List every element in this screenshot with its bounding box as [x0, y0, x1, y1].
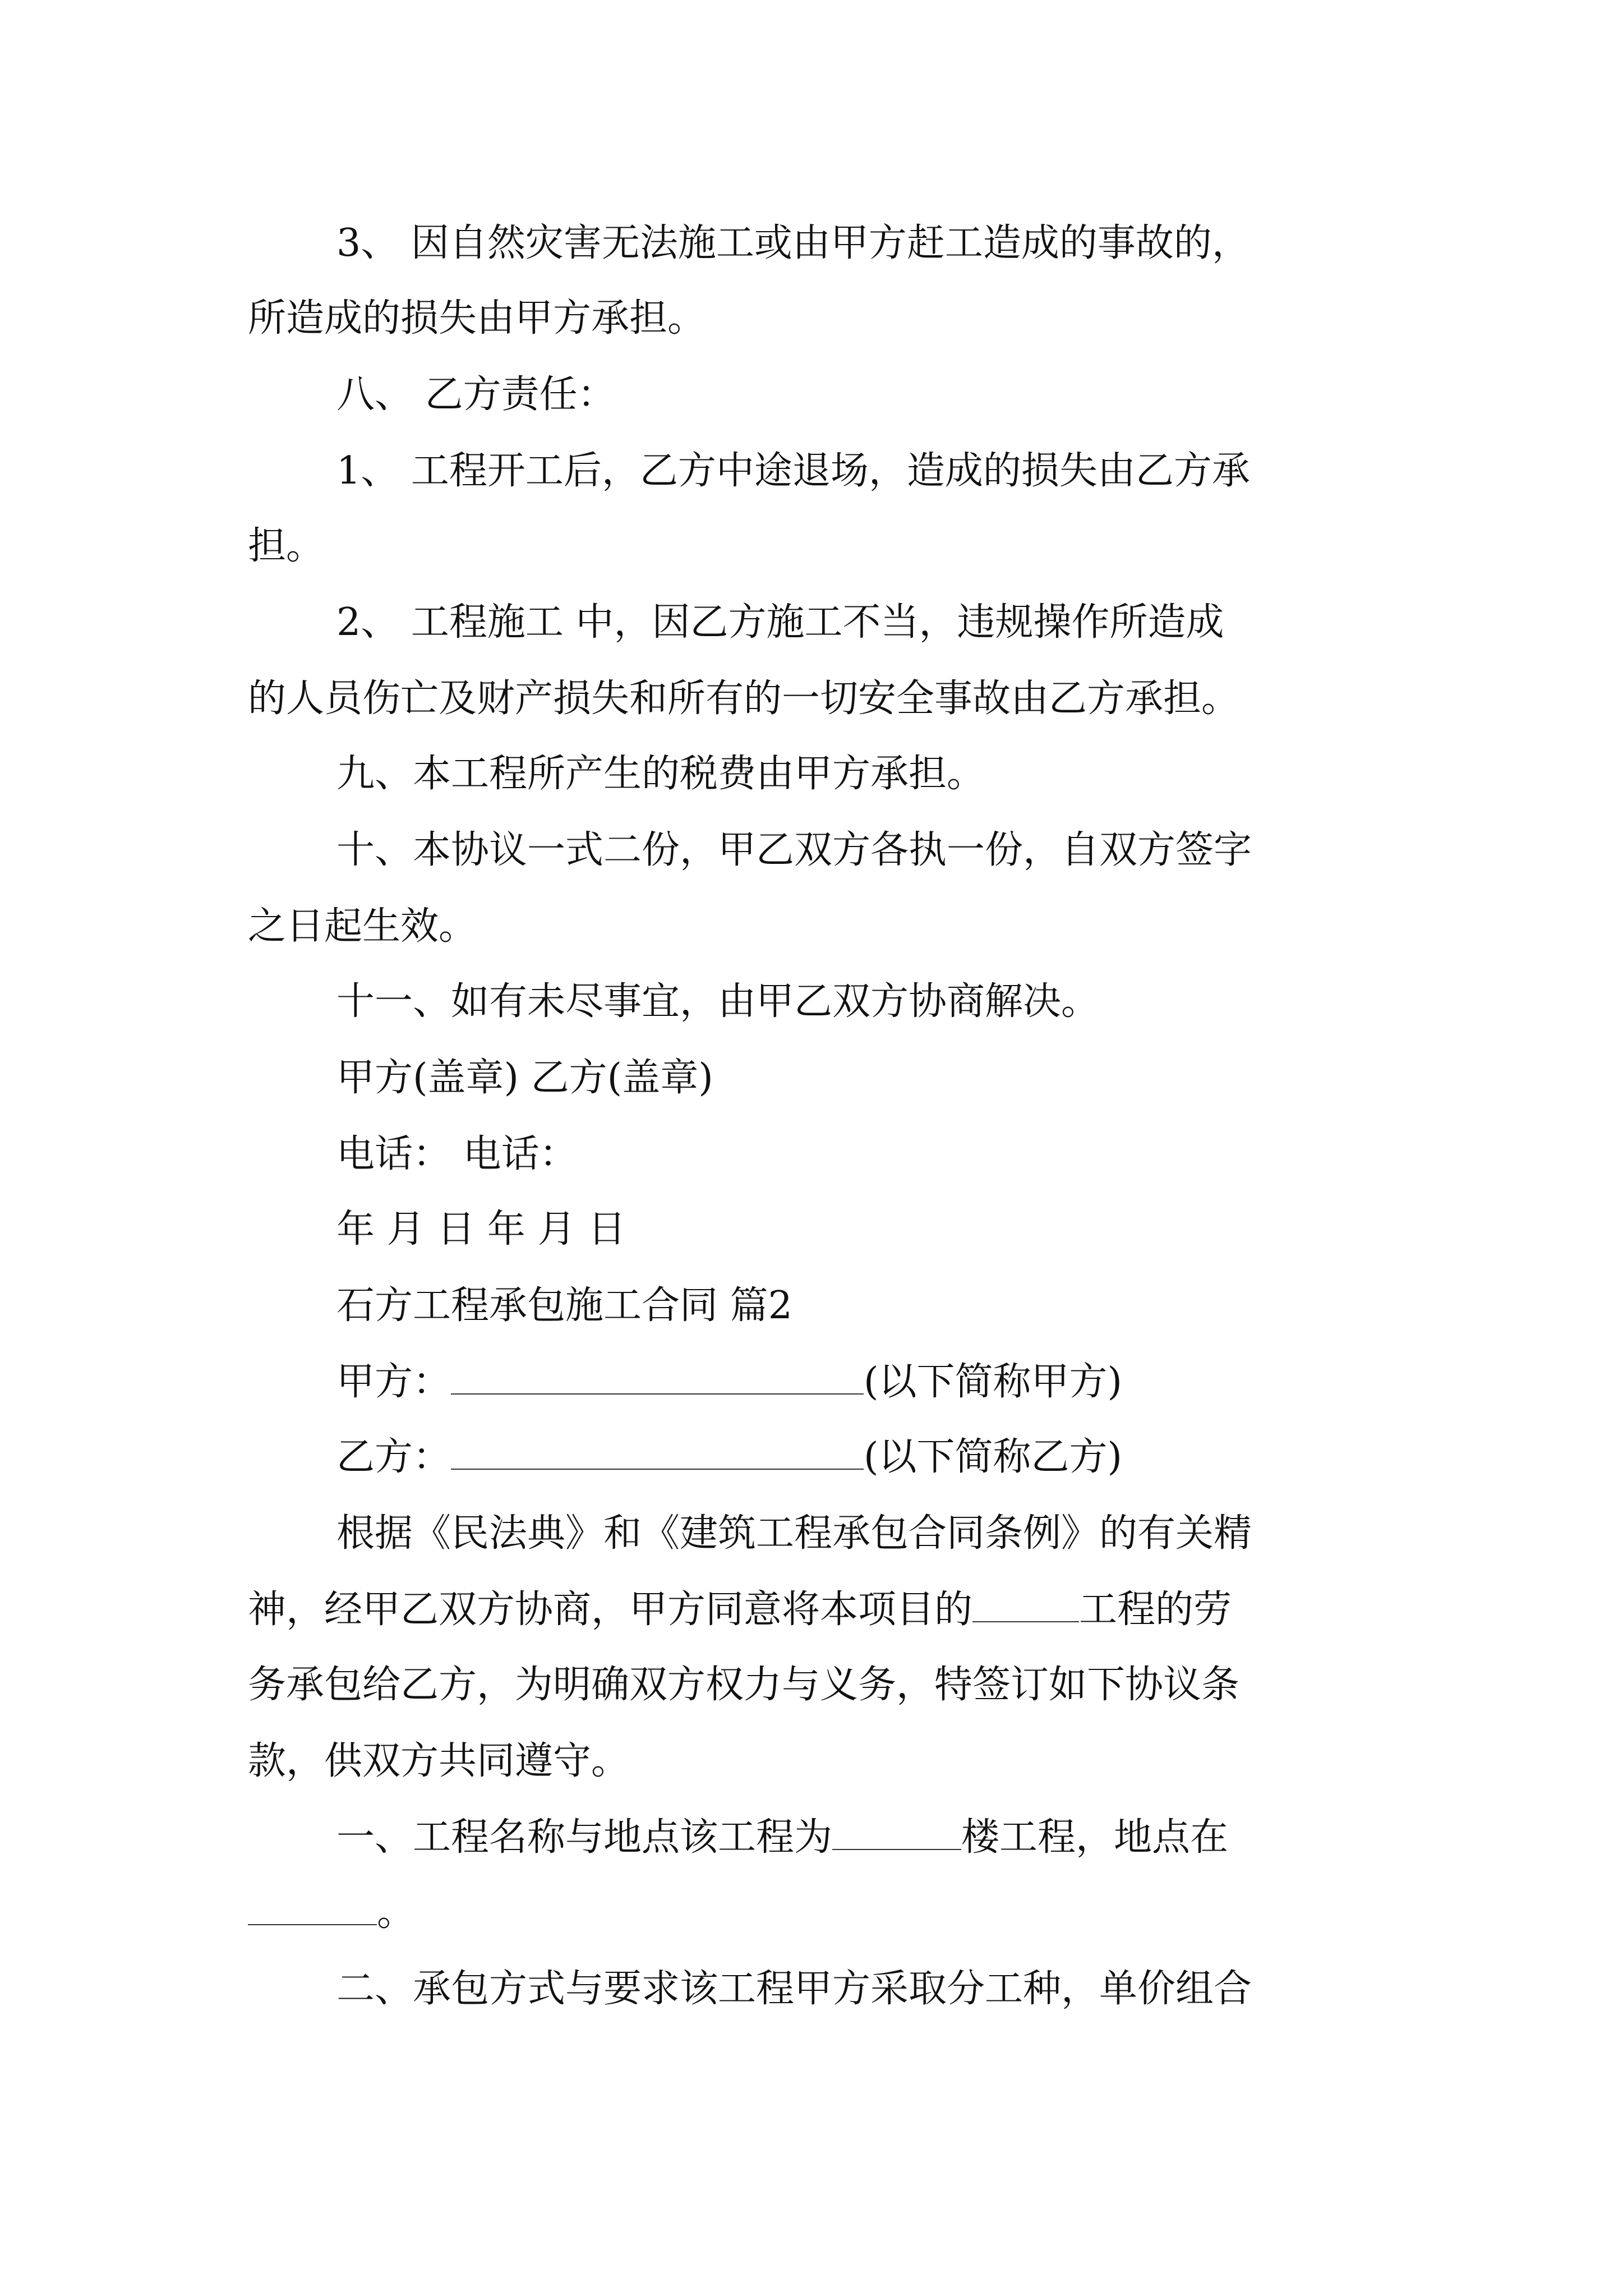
signature-line: 甲方(盖章) 乙方(盖章) [336, 1056, 713, 1100]
section-11: 十一、如有未尽事宜，由甲乙双方协商解决。 [336, 979, 1100, 1024]
location-blank [248, 1893, 377, 1925]
basis-line-2-post: 工程的劳 [1079, 1588, 1232, 1632]
party-b-line [336, 1435, 1122, 1480]
contract-2-title: 石方工程承包施工合同 篇2 [336, 1283, 792, 1328]
basis-line-3: 务承包给乙方，为明确双方权力与义务，特签订如下协议条 [248, 1663, 1240, 1707]
clause-3-line-1: 3、 因自然灾害无法施工或由甲方赶工造成的事故的， [336, 221, 1250, 265]
party-a-blank [451, 1362, 864, 1395]
clause-3-line-2: 所造成的损失由甲方承担。 [248, 296, 706, 341]
section-1-line-2 [248, 1890, 415, 1935]
basis-line-2-pre: 神，经甲乙双方协商，甲方同意将本项目的 [248, 1588, 973, 1632]
section-10-line-1: 十、本协议一式二份，甲乙双方各执一份，自双方签字 [336, 828, 1252, 872]
section-8-heading: 八、 乙方责任： [336, 372, 616, 417]
party-a-suffix: (以下简称甲方) [864, 1360, 1123, 1404]
section-1-line-1 [336, 1815, 1228, 1860]
party-a-line [336, 1360, 1122, 1405]
section-1-post: 楼工程，地点在 [961, 1815, 1229, 1860]
party-b-blank [451, 1437, 864, 1470]
section-1-pre: 一、工程名称与地点该工程为 [336, 1815, 833, 1860]
section-10-line-2: 之日起生效。 [248, 904, 477, 949]
party-b-suffix: (以下简称乙方) [864, 1435, 1123, 1479]
date-line: 年 月 日 年 月 日 [336, 1207, 626, 1251]
clause-8-1-line-2: 担。 [248, 524, 325, 568]
clause-8-2-line-2: 的人员伤亡及财产损失和所有的一切安全事故由乙方承担。 [248, 677, 1240, 721]
section-9: 九、本工程所产生的税费由甲方承担。 [336, 752, 985, 796]
basis-line-1: 根据《民法典》和《建筑工程承包合同条例》的有关精 [336, 1511, 1252, 1556]
party-b-label: 乙方： [336, 1435, 451, 1479]
phone-line: 电话： 电话： [336, 1132, 578, 1176]
section-1-end: 。 [377, 1890, 416, 1935]
project-blank [972, 1590, 1079, 1622]
building-blank [832, 1818, 961, 1850]
basis-line-4: 款，供双方共同遵守。 [248, 1739, 630, 1783]
clause-8-1-line-1: 1、 工程开工后，乙方中途退场，造成的损失由乙方承 [336, 449, 1250, 493]
basis-line-2 [248, 1588, 1232, 1632]
party-a-label: 甲方： [336, 1360, 451, 1404]
clause-8-2-line-1: 2、 工程施工 中，因乙方施工不当，违规操作所造成 [336, 600, 1224, 645]
section-2-line-1: 二、承包方式与要求该工程甲方采取分工种，单价组合 [336, 1967, 1252, 2011]
